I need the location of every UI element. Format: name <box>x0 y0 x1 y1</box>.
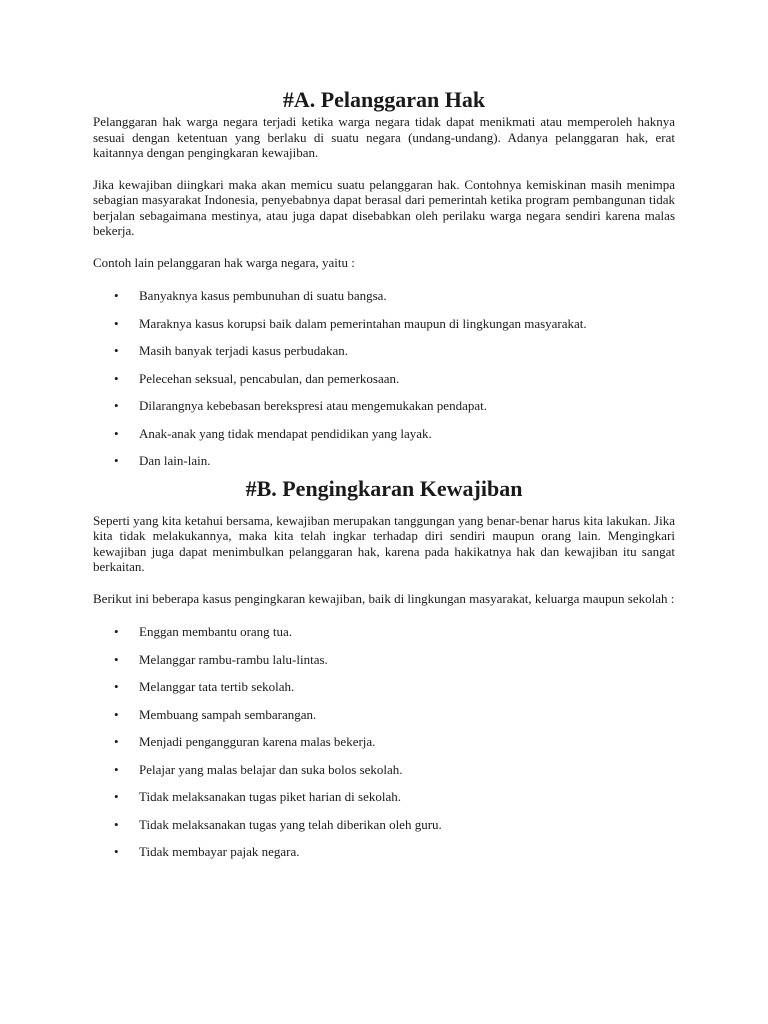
list-item <box>93 316 675 332</box>
bullet-icon: • <box>114 789 119 804</box>
list-item-text: Enggan membantu orang tua. <box>139 624 293 639</box>
list-item <box>93 789 675 805</box>
list-item <box>93 762 675 778</box>
section-a-body <box>93 114 675 270</box>
list-item <box>93 398 675 414</box>
list-item-text: Tidak melaksanakan tugas yang telah diberikan oleh guru. <box>139 816 442 832</box>
list-item <box>93 453 675 469</box>
list-item-text: Melanggar tata tertib sekolah. <box>139 679 295 694</box>
bullet-icon: • <box>114 734 119 749</box>
list-item-text: Dan lain-lain. <box>139 453 211 468</box>
list-item <box>93 734 675 750</box>
bullet-icon: • <box>114 453 119 468</box>
list-item-text: Banyaknya kasus pembunuhan di suatu bangsa. <box>139 288 387 303</box>
bullet-icon: • <box>114 288 119 303</box>
section-a-paragraph: Contoh lain pelanggaran hak warga negara, yaitu : <box>93 254 355 270</box>
bullet-icon: • <box>114 343 119 358</box>
bullet-icon: • <box>114 398 119 413</box>
list-item-text: Maraknya kasus korupsi baik dalam pemerintahan maupun di lingkungan masyarakat. <box>139 315 587 331</box>
list-item-text: Anak-anak yang tidak mendapat pendidikan yang layak. <box>139 425 432 441</box>
list-item-text: Tidak melaksanakan tugas piket harian di sekolah. <box>139 789 401 804</box>
section-b-paragraph: Seperti yang kita ketahui bersama, kewajiban merupakan tanggungan yang benar-benar harus kita lakukan. Jika kita tidak melakukannya, maka kita telah ingkar terhadap diri sendiri maupun orang lain. Mengingkari kewajiban juga dapat menimbulkan pelanggaran hak, karena pada hakikatnya hak dan kewajiban itu sangat berkaitan. <box>93 512 675 574</box>
list-item-text: Tidak membayar pajak negara. <box>139 844 300 859</box>
bullet-icon: • <box>114 761 119 777</box>
obligation-denial-examples-list <box>93 624 675 860</box>
violation-examples-list <box>93 288 675 469</box>
list-item <box>93 343 675 359</box>
list-item <box>93 844 675 860</box>
list-item <box>93 371 675 387</box>
section-a-title: #A. Pelanggaran Hak <box>282 87 486 112</box>
list-item <box>93 652 675 668</box>
bullet-icon: • <box>114 706 119 722</box>
list-item-text: Masih banyak terjadi kasus perbudakan. <box>139 343 349 358</box>
bullet-icon: • <box>114 651 119 667</box>
bullet-icon: • <box>114 679 119 694</box>
list-item <box>93 624 675 640</box>
section-b-title: #B. Pengingkaran Kewajiban <box>245 475 523 501</box>
bullet-icon: • <box>114 370 119 386</box>
list-item <box>93 679 675 695</box>
list-item <box>93 707 675 723</box>
bullet-icon: • <box>114 624 119 639</box>
list-item <box>93 288 675 304</box>
list-item-text: Pelajar yang malas belajar dan suka bolos sekolah. <box>139 761 403 777</box>
list-item-text: Menjadi pengangguran karena malas bekerja. <box>139 734 376 749</box>
bullet-icon: • <box>114 315 119 331</box>
section-b-body <box>93 513 675 607</box>
section-a-paragraph: Pelanggaran hak warga negara terjadi ketika warga negara tidak dapat menikmati atau memperoleh haknya sesuai dengan ketentuan yang berlaku di suatu negara (undang-undang). Adanya pelanggaran hak, erat kaitannya dengan pengingkaran kewajiban. <box>93 114 675 160</box>
section-b-paragraph: Berikut ini beberapa kasus pengingkaran kewajiban, baik di lingkungan masyarakat, keluarga maupun sekolah : <box>93 590 675 606</box>
list-item <box>93 817 675 833</box>
bullet-icon: • <box>114 425 119 441</box>
bullet-icon: • <box>114 844 119 859</box>
list-item-text: Pelecehan seksual, pencabulan, dan pemerkosaan. <box>139 370 400 386</box>
list-item-text: Membuang sampah sembarangan. <box>139 706 317 722</box>
document-page <box>93 86 675 860</box>
list-item-text: Dilarangnya kebebasan berekspresi atau mengemukakan pendapat. <box>139 398 487 413</box>
list-item-text: Melanggar rambu-rambu lalu-lintas. <box>139 651 328 667</box>
section-a-paragraph: Jika kewajiban diingkari maka akan memicu suatu pelanggaran hak. Contohnya kemiskinan masih menimpa sebagian masyarakat Indonesia, penyebabnya dapat berasal dari pemerintah ketika program pembangunan tidak berjalan sebagaimana mestinya, atau juga dapat disebabkan oleh perilaku warga negara sendiri karena malas bekerja. <box>93 176 675 238</box>
bullet-icon: • <box>114 816 119 832</box>
list-item <box>93 426 675 442</box>
